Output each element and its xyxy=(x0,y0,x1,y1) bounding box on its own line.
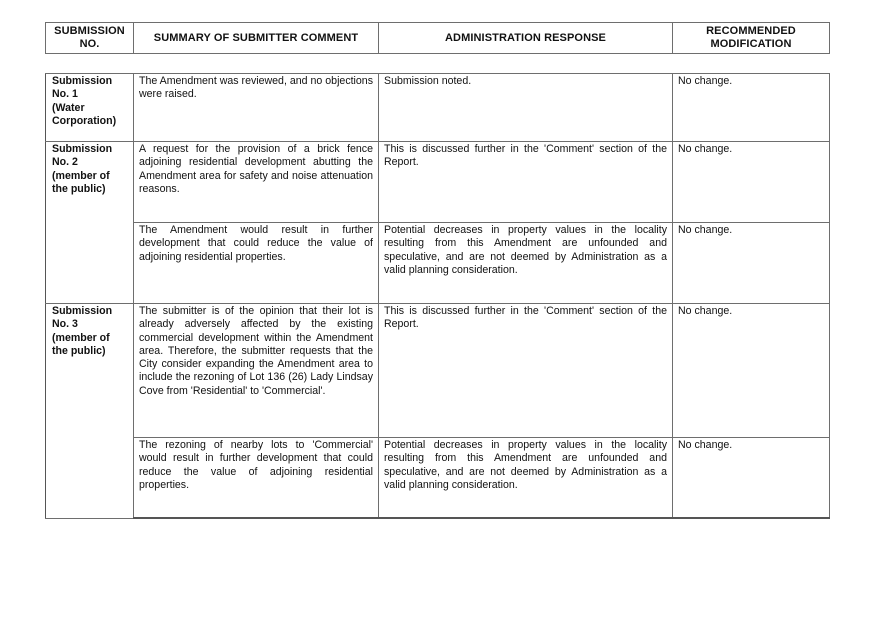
modification-cell: No change. xyxy=(673,74,830,142)
modification-cell: No change. xyxy=(673,304,830,438)
header-summary: SUMMARY OF SUBMITTER COMMENT xyxy=(134,23,379,54)
header-label: SUBMISSION xyxy=(54,25,125,37)
submission-label: the public) xyxy=(52,182,106,195)
summary-cell: The Amendment would result in further development that could reduce the value of adjoining residential properties. xyxy=(134,223,379,304)
submission-label: No. 2 xyxy=(52,156,78,169)
modification-cell: No change. xyxy=(673,223,830,304)
submission-label: (member of xyxy=(52,169,110,182)
submission-no-cell xyxy=(46,74,134,142)
header-submission-no xyxy=(46,23,134,54)
table-row xyxy=(46,223,830,304)
submission-label: (member of xyxy=(52,331,110,344)
submission-label: Submission xyxy=(52,305,113,317)
submission-label: Corporation) xyxy=(52,114,117,127)
summary-cell: The submitter is of the opinion that their lot is already adversely affected by the existing commercial development within the Amendment area. Therefore, the submitter requests that the City consider expanding the Amendment area to include the rezoning of Lot 136 (26) Lady Lindsay Cove from 'Residential' to 'Commercial'. xyxy=(134,304,379,438)
header-row xyxy=(46,23,830,54)
submission-label: Submission xyxy=(52,75,113,87)
submission-label: Submission xyxy=(52,143,113,155)
header-label: NO. xyxy=(79,38,100,50)
table-row xyxy=(46,304,830,438)
response-cell: Submission noted. xyxy=(379,74,673,142)
header-modification xyxy=(673,23,830,54)
summary-cell: The Amendment was reviewed, and no objections were raised. xyxy=(134,74,379,142)
submission-no-cell xyxy=(46,142,134,304)
submission-label: No. 3 xyxy=(52,318,78,331)
summary-cell: The rezoning of nearby lots to 'Commercial' would result in further development that could reduce the value of adjoining residential properties. xyxy=(134,438,379,519)
header-response: ADMINISTRATION RESPONSE xyxy=(379,23,673,54)
submissions-table xyxy=(45,73,830,519)
header-label: MODIFICATION xyxy=(710,38,792,50)
modification-cell: No change. xyxy=(673,142,830,223)
table-row xyxy=(46,438,830,519)
table-row xyxy=(46,142,830,223)
submission-no-cell xyxy=(46,304,134,519)
submission-label: the public) xyxy=(52,344,106,357)
table-row xyxy=(46,74,830,142)
header-label: RECOMMENDED xyxy=(706,25,796,37)
response-cell: This is discussed further in the 'Comment' section of the Report. xyxy=(379,142,673,223)
submission-label: (Water xyxy=(52,101,85,114)
response-cell: This is discussed further in the 'Comment' section of the Report. xyxy=(379,304,673,438)
response-cell: Potential decreases in property values in the locality resulting from this Amendment are unfounded and speculative, and are not deemed by Administration as a valid planning consideration. xyxy=(379,223,673,304)
modification-cell: No change. xyxy=(673,438,830,519)
response-cell: Potential decreases in property values in the locality resulting from this Amendment are unfounded and speculative, and are not deemed by Administration as a valid planning consideration. xyxy=(379,438,673,519)
summary-cell: A request for the provision of a brick fence adjoining residential development abutting the Amendment area for safety and noise attenuation reasons. xyxy=(134,142,379,223)
header-table xyxy=(45,22,830,54)
submission-label: No. 1 xyxy=(52,88,78,101)
